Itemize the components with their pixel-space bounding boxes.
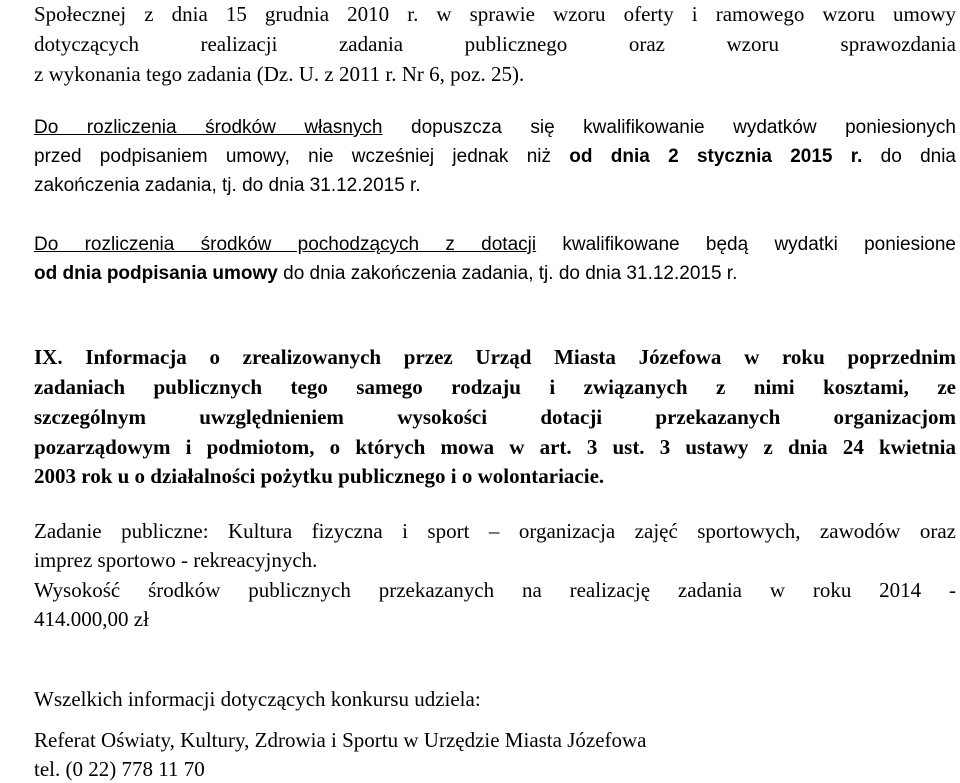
contact-office: Referat Oświaty, Kultury, Zdrowia i Sportu w Urzędzie Miasta Józefowa bbox=[34, 728, 647, 752]
grant-funds-start: od dnia podpisania umowy bbox=[34, 263, 278, 284]
task-line-4: 414.000,00 zł bbox=[34, 607, 149, 631]
own-funds-line-1-rest: dopuszcza się kwalifikowanie wydatków poniesionych bbox=[382, 117, 956, 138]
task-line-3: Wysokość środków publicznych przekazanych na realizację zadania w roku 2014 - bbox=[34, 578, 956, 602]
section-ix-line-2: zadaniach publicznych tego samego rodzaju i związanych z nimi kosztami, ze bbox=[34, 375, 956, 399]
intro-line-2: dotyczących realizacji zadania publicznego oraz wzoru sprawozdania bbox=[34, 32, 956, 56]
own-funds-line-2-start: przed podpisaniem umowy, nie wcześniej jednak niż bbox=[34, 146, 570, 167]
intro-line-1: Społecznej z dnia 15 grudnia 2010 r. w sprawie wzoru oferty i ramowego wzoru umowy bbox=[34, 2, 956, 26]
own-funds-line-2 bbox=[34, 147, 956, 166]
intro-line-3: z wykonania tego zadania (Dz. U. z 2011 r. Nr 6, poz. 25). bbox=[34, 62, 525, 86]
own-funds-line-1 bbox=[34, 118, 956, 137]
section-ix-line-4: pozarządowym i podmiotom, o których mowa w art. 3 ust. 3 ustawy z dnia 24 kwietnia bbox=[34, 435, 956, 459]
grant-funds-line-1 bbox=[34, 235, 956, 254]
contact-phone: tel. (0 22) 778 11 70 bbox=[34, 757, 205, 781]
section-ix-line-3: szczególnym uwzględnieniem wysokości dotacji przekazanych organizacjom bbox=[34, 405, 956, 429]
grant-funds-lead: Do rozliczenia środków pochodzących z dotacji bbox=[34, 234, 537, 255]
own-funds-line-2-end: do dnia bbox=[862, 146, 956, 167]
section-ix-line-1: IX. Informacja o zrealizowanych przez Urząd Miasta Józefowa w roku poprzednim bbox=[34, 345, 956, 369]
grant-funds-line-1-rest: kwalifikowane będą wydatki poniesione bbox=[536, 234, 956, 255]
grant-funds-line-2-rest: do dnia zakończenia zadania, tj. do dnia 31.12.2015 r. bbox=[277, 263, 738, 284]
contact-heading: Wszelkich informacji dotyczących konkursu udziela: bbox=[34, 687, 481, 711]
task-line-2: imprez sportowo - rekreacyjnych. bbox=[34, 548, 318, 572]
own-funds-lead: Do rozliczenia środków własnych bbox=[34, 117, 383, 138]
grant-funds-line-2 bbox=[34, 264, 737, 283]
own-funds-line-3: zakończenia zadania, tj. do dnia 31.12.2015 r. bbox=[34, 175, 421, 196]
section-ix-line-5: 2003 rok u o działalności pożytku publicznego i o wolontariacie. bbox=[34, 464, 605, 488]
own-funds-start-date: od dnia 2 stycznia 2015 r. bbox=[569, 146, 863, 167]
task-line-1: Zadanie publiczne: Kultura fizyczna i sport – organizacja zajęć sportowych, zawodów oraz bbox=[34, 519, 956, 543]
